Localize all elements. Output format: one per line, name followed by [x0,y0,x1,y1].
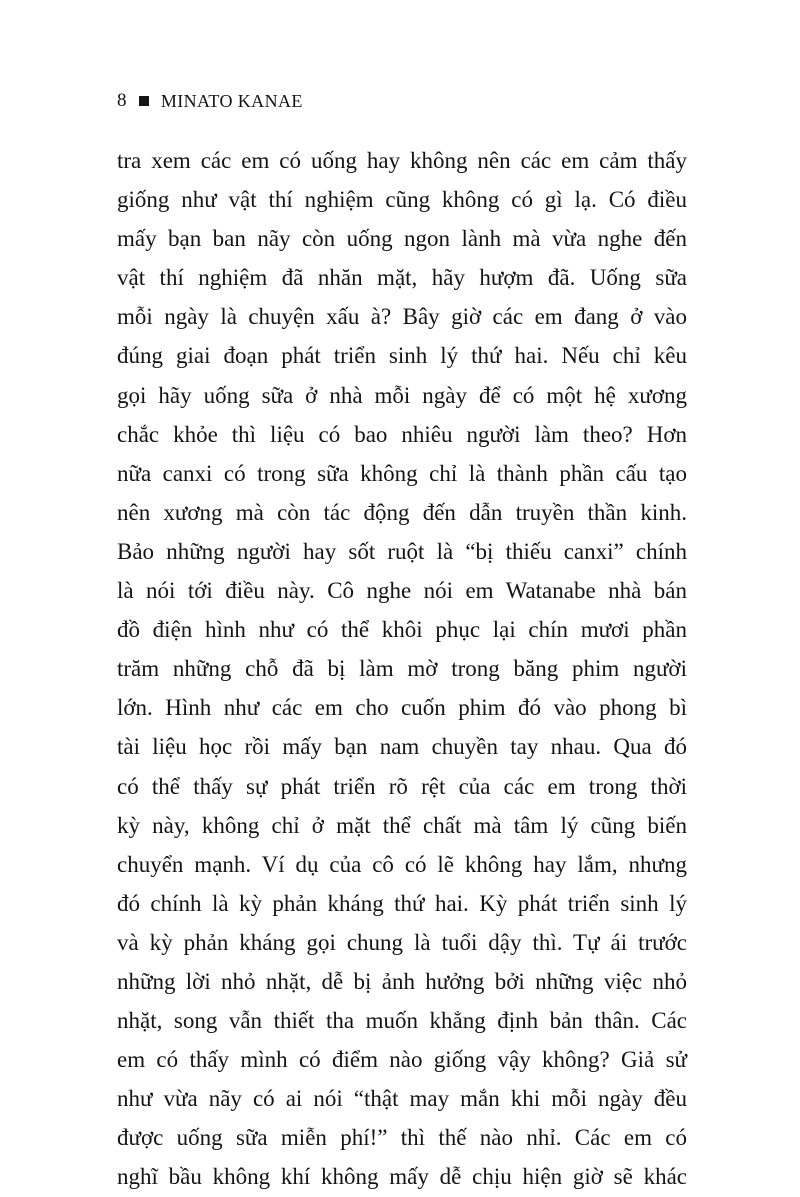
page-number: 8 [117,90,127,111]
text-line: em có thấy mình có điểm nào giống vậy không? Giả sử [117,1047,687,1073]
text-line: là nói tới điều này. Cô nghe nói em Watanabe nhà bán [117,578,687,604]
text-line: tra xem các em có uống hay không nên các em cảm thấy [117,148,687,173]
text-line: đó chính là kỳ phản kháng thứ hai. Kỳ phát triển sinh lý [117,890,687,916]
text-line: được uống sữa miễn phí!” thì thế nào nhỉ. Các em có [117,1125,687,1151]
text-line: nên xương mà còn tác động đến dẫn truyền thần kinh. [117,499,687,525]
text-line: vật thí nghiệm đã nhăn mặt, hãy hượm đã. Uống sữa [117,265,687,291]
text-line: nữa canxi có trong sữa không chỉ là thành phần cấu tạo [117,460,687,486]
text-line: gọi hãy uống sữa ở nhà mỗi ngày để có một hệ xương [117,382,687,408]
body-text [117,141,687,1197]
author-name: MINATO KANAE [160,90,303,111]
text-line: như vừa nãy có ai nói “thật may mắn khi mỗi ngày đều [117,1086,687,1112]
text-line: đồ điện hình như có thể khôi phục lại chín mươi phần [117,617,687,643]
text-line: đúng giai đoạn phát triển sinh lý thứ hai. Nếu chỉ kêu [117,343,687,369]
text-line: Bảo những người hay sốt ruột là “bị thiếu canxi” chính [117,538,687,564]
text-line: những lời nhỏ nhặt, dễ bị ảnh hưởng bởi những việc nhỏ [117,968,687,994]
square-separator-icon [139,96,149,106]
text-line: mỗi ngày là chuyện xấu à? Bây giờ các em đang ở vào [117,304,687,330]
text-line: nhặt, song vẫn thiết tha muốn khẳng định bản thân. Các [117,1008,687,1034]
text-line: và kỳ phản kháng gọi chung là tuổi dậy thì. Tự ái trước [117,929,687,955]
text-line: tài liệu học rồi mấy bạn nam chuyền tay nhau. Qua đó [117,734,687,760]
text-line: kỳ này, không chỉ ở mặt thể chất mà tâm lý cũng biến [117,812,687,838]
text-line: nghĩ bầu không khí không mấy dễ chịu hiện giờ sẽ khác [117,1164,687,1190]
text-line: trăm những chỗ đã bị làm mờ trong băng phim người [117,656,687,682]
text-line: chuyển mạnh. Ví dụ của cô có lẽ không hay lắm, nhưng [117,851,687,877]
text-line: có thể thấy sự phát triển rõ rệt của các em trong thời [117,773,687,799]
text-line: giống như vật thí nghiệm cũng không có gì lạ. Có điều [117,187,687,213]
text-line: chắc khỏe thì liệu có bao nhiêu người làm theo? Hơn [117,421,687,447]
running-header [117,88,303,114]
text-line: mấy bạn ban nãy còn uống ngon lành mà vừa nghe đến [117,226,687,252]
text-line: lớn. Hình như các em cho cuốn phim đó vào phong bì [117,695,687,721]
